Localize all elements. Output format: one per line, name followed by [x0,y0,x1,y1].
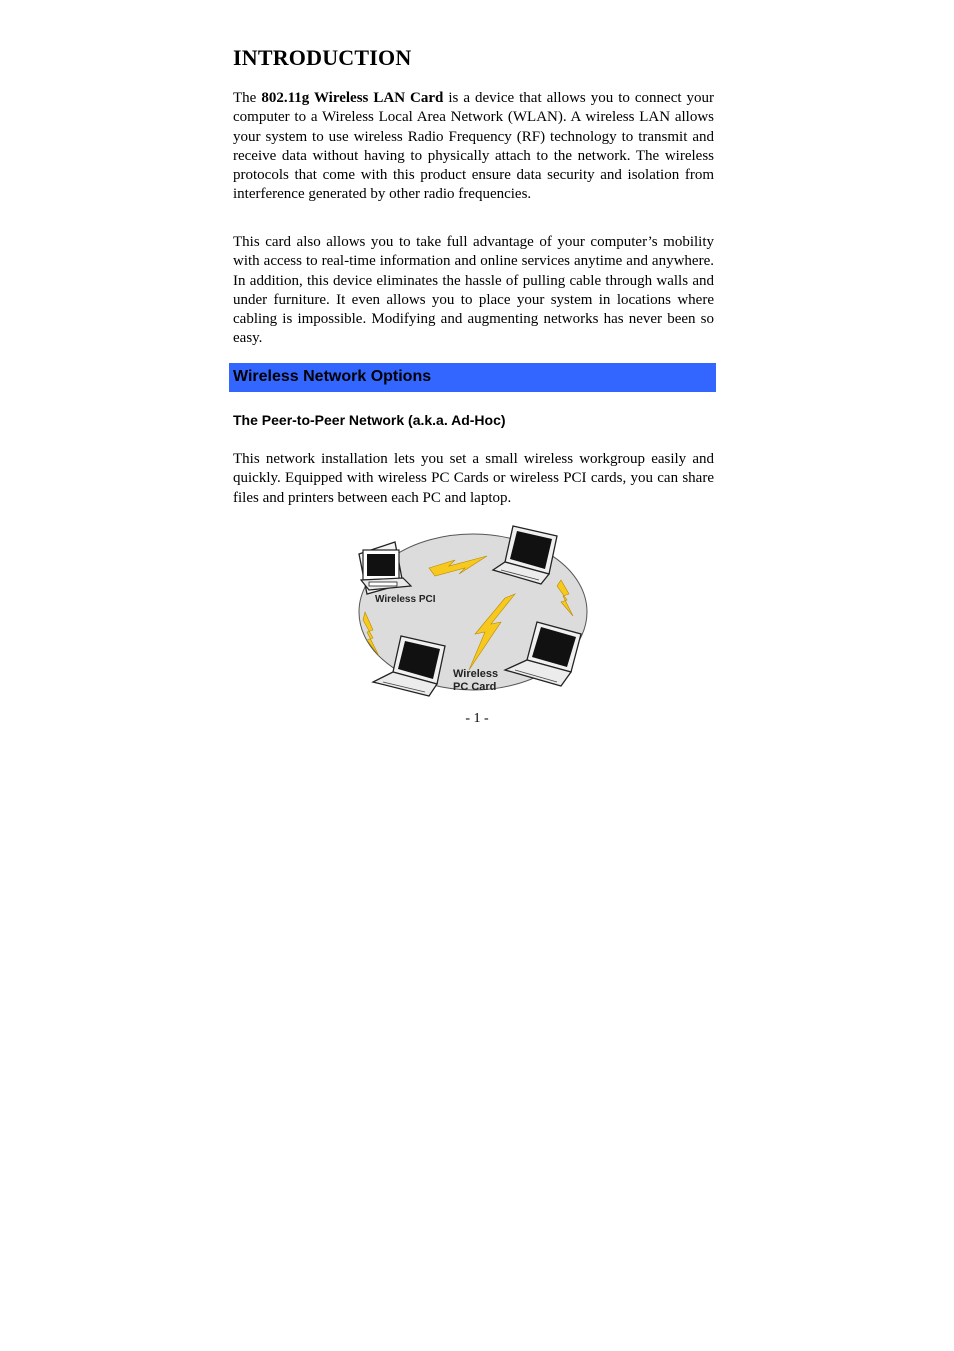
mobility-paragraph: This card also allows you to take full advantage of your computer’s mobility with access to real-time information and online services anytime and anywhere. In addition, this device eliminates the hassle of pulling cable through walls and under furniture. It even allows you to place your system in locations where cabling is impossible. Modifying and augmenting networks has never been so easy. [233,234,714,347]
label-wireless: Wireless [453,668,499,680]
label-pc-card: PC Card [453,681,497,693]
intro-paragraph [233,89,714,205]
label-wireless-pci: Wireless PCI [375,594,436,605]
adhoc-diagram [355,520,595,710]
intro-before: The [233,90,262,106]
subsection-title: The Peer-to-Peer Network (a.k.a. Ad-Hoc) [233,412,506,428]
adhoc-network-figure [355,520,595,710]
adhoc-paragraph: This network installation lets you set a small wireless workgroup easily and quickly. Equipped with wireless PC Cards or wireless PCI cards, you can share files and printers between each PC and laptop. [233,451,714,506]
section-title: Wireless Network Options [233,368,432,385]
section-banner [229,363,716,392]
intro-after: is a device that allows you to connect your computer to a Wireless Local Area Network (WLAN). A wireless LAN allows your system to use wireless Radio Frequency (RF) technology to transmit and receive data without having to physically attach to the network. The wireless protocols that come with this product ensure data security and isolation from interference generated by other radio frequencies. [233,90,714,203]
product-name: 802.11g Wireless LAN Card [261,90,444,106]
page-number: - 1 - [465,711,489,726]
page-title: INTRODUCTION [233,45,412,70]
